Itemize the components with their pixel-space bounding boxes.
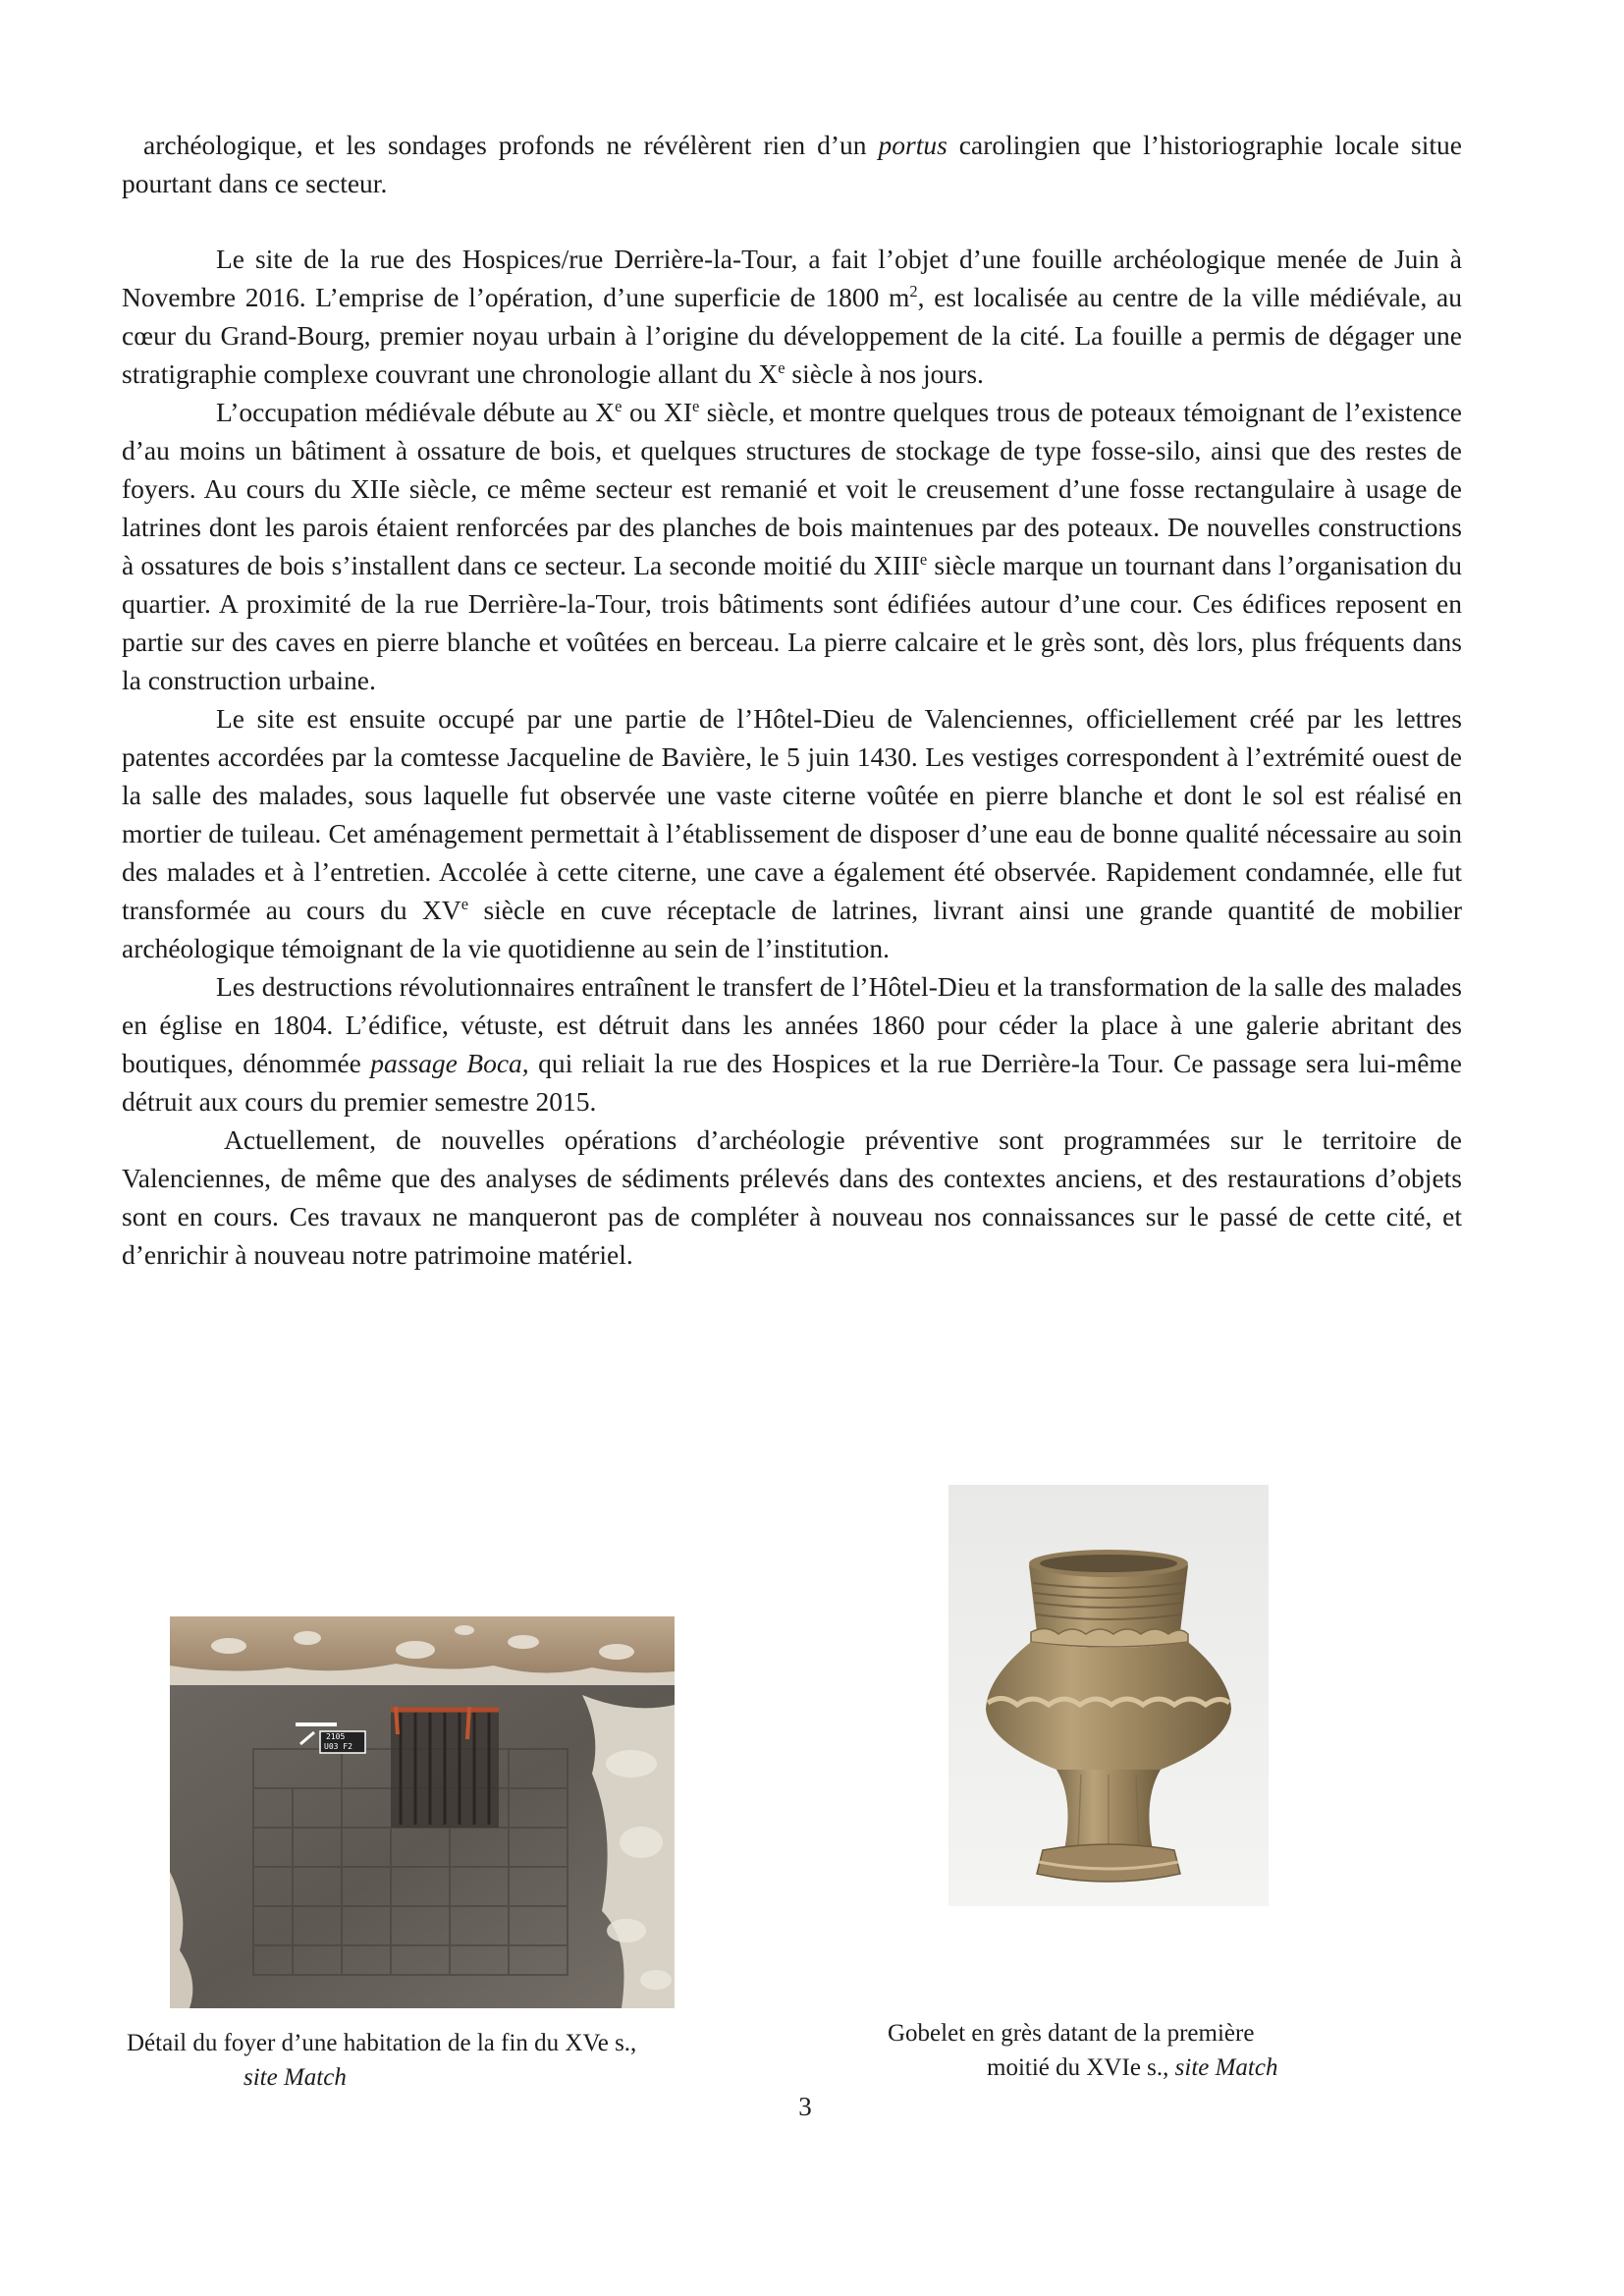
paragraph-continuation: archéologique, et les sondages profonds ne révélèrent rien d’un portus carolingien que l’historiographie locale situe pourtant dans ce secteur. bbox=[122, 130, 1462, 198]
paragraph-hotel-dieu: Le site est ensuite occupé par une partie de l’Hôtel-Dieu de Valenciennes, officiellement créé par les lettres patentes accordées par la comtesse Jacqueline de Bavière, le 5 juin 1430. Les vestiges correspondent à l’extrémité ouest de la salle des malades, sous laquelle fut observée une vaste citerne voûtée en pierre blanche et dont le sol est réalisé en mortier de tuileau. Cet aménagement permettait à l’établissement de disposer d’une eau de bonne qualité nécessaire au soin des malades et à l’entretien. Accolée à cette citerne, une cave a également été observée. Rapidement condamnée, elle fut transformée au cours du XVe siècle en cuve réceptacle de latrines, livrant ainsi une grande quantité de mobilier archéologique témoignant de la vie quotidienne au sein de l’institution. bbox=[122, 703, 1462, 963]
stoneware-goblet-photo bbox=[948, 1485, 1269, 1906]
caption-hearth-site: site Match bbox=[244, 2064, 347, 2091]
main-text bbox=[122, 126, 1462, 1274]
page-number: 3 bbox=[798, 2092, 812, 2121]
caption-hearth-line1: Détail du foyer d’une habitation de la fin du XVe s., bbox=[127, 2030, 637, 2056]
scale-label-bottom: U03 F2 bbox=[324, 1742, 352, 1751]
paragraph-site-intro: Le site de la rue des Hospices/rue Derrière-la-Tour, a fait l’objet d’une fouille archéologique menée de Juin à Novembre 2016. L’emprise de l’opération, d’une superficie de 1800 $m^2$, est localisée au centre de la ville médiévale, au cœur du Grand-Bourg, premier noyau urbain à l’origine du développement de la cité. La fouille a permis de dégager une stratigraphie complexe couvrant une chronologie allant du Xe siècle à nos jours. bbox=[122, 244, 1462, 389]
caption-goblet-line2: moitié du XVIe s., bbox=[987, 2054, 1175, 2081]
paragraph-revolution: Les destructions révolutionnaires entraînent le transfert de l’Hôtel-Dieu et la transformation de la salle des malades en église en 1804. L’édifice, vétuste, est détruit dans les années 1860 pour céder la place à une galerie abritant des boutiques, dénommée passage Boca, qui reliait la rue des Hospices et la rue Derrière-la Tour. Ce passage sera lui-même détruit aux cours du premier semestre 2015. bbox=[122, 971, 1462, 1117]
paragraph-current-operations: Actuellement, de nouvelles opérations d’archéologie préventive sont programmées sur le territoire de Valenciennes, de même que des analyses de sédiments prélevés dans des contextes anciens, et des restaurations d’objets sont en cours. Ces travaux ne manqueront pas de compléter à nouveau nos connaissances sur le passé de cette cité, et d’enrichir à nouveau notre patrimoine matériel. bbox=[122, 1124, 1462, 1270]
caption-goblet bbox=[887, 2016, 1407, 2085]
caption-hearth bbox=[127, 2026, 814, 2095]
scale-label-top: 2105 bbox=[326, 1732, 346, 1741]
excavation-hearth-photo bbox=[170, 1616, 675, 2008]
paragraph-medieval-occupation: L’occupation médiévale débute au Xe ou XIe siècle, et montre quelques trous de poteaux témoignant de l’existence d’au moins un bâtiment à ossature de bois, et quelques structures de stockage de type fosse-silo, ainsi que des restes de foyers. Au cours du XIIe siècle, ce même secteur est remanié et voit le creusement d’une fosse rectangulaire à usage de latrines dont les parois étaient renforcées par des planches de bois maintenues par des poteaux. De nouvelles constructions à ossatures de bois s’installent dans ce secteur. La seconde moitié du XIIIe siècle marque un tournant dans l’organisation du quartier. A proximité de la rue Derrière-la-Tour, trois bâtiments sont édifiées autour d’une cour. Ces édifices reposent en partie sur des caves en pierre blanche et voûtées en berceau. La pierre calcaire et le grès sont, dès lors, plus fréquents dans la construction urbaine. bbox=[122, 396, 1463, 695]
caption-goblet-line1: Gobelet en grès datant de la première bbox=[888, 2020, 1255, 2047]
caption-goblet-site: site Match bbox=[1174, 2054, 1278, 2081]
